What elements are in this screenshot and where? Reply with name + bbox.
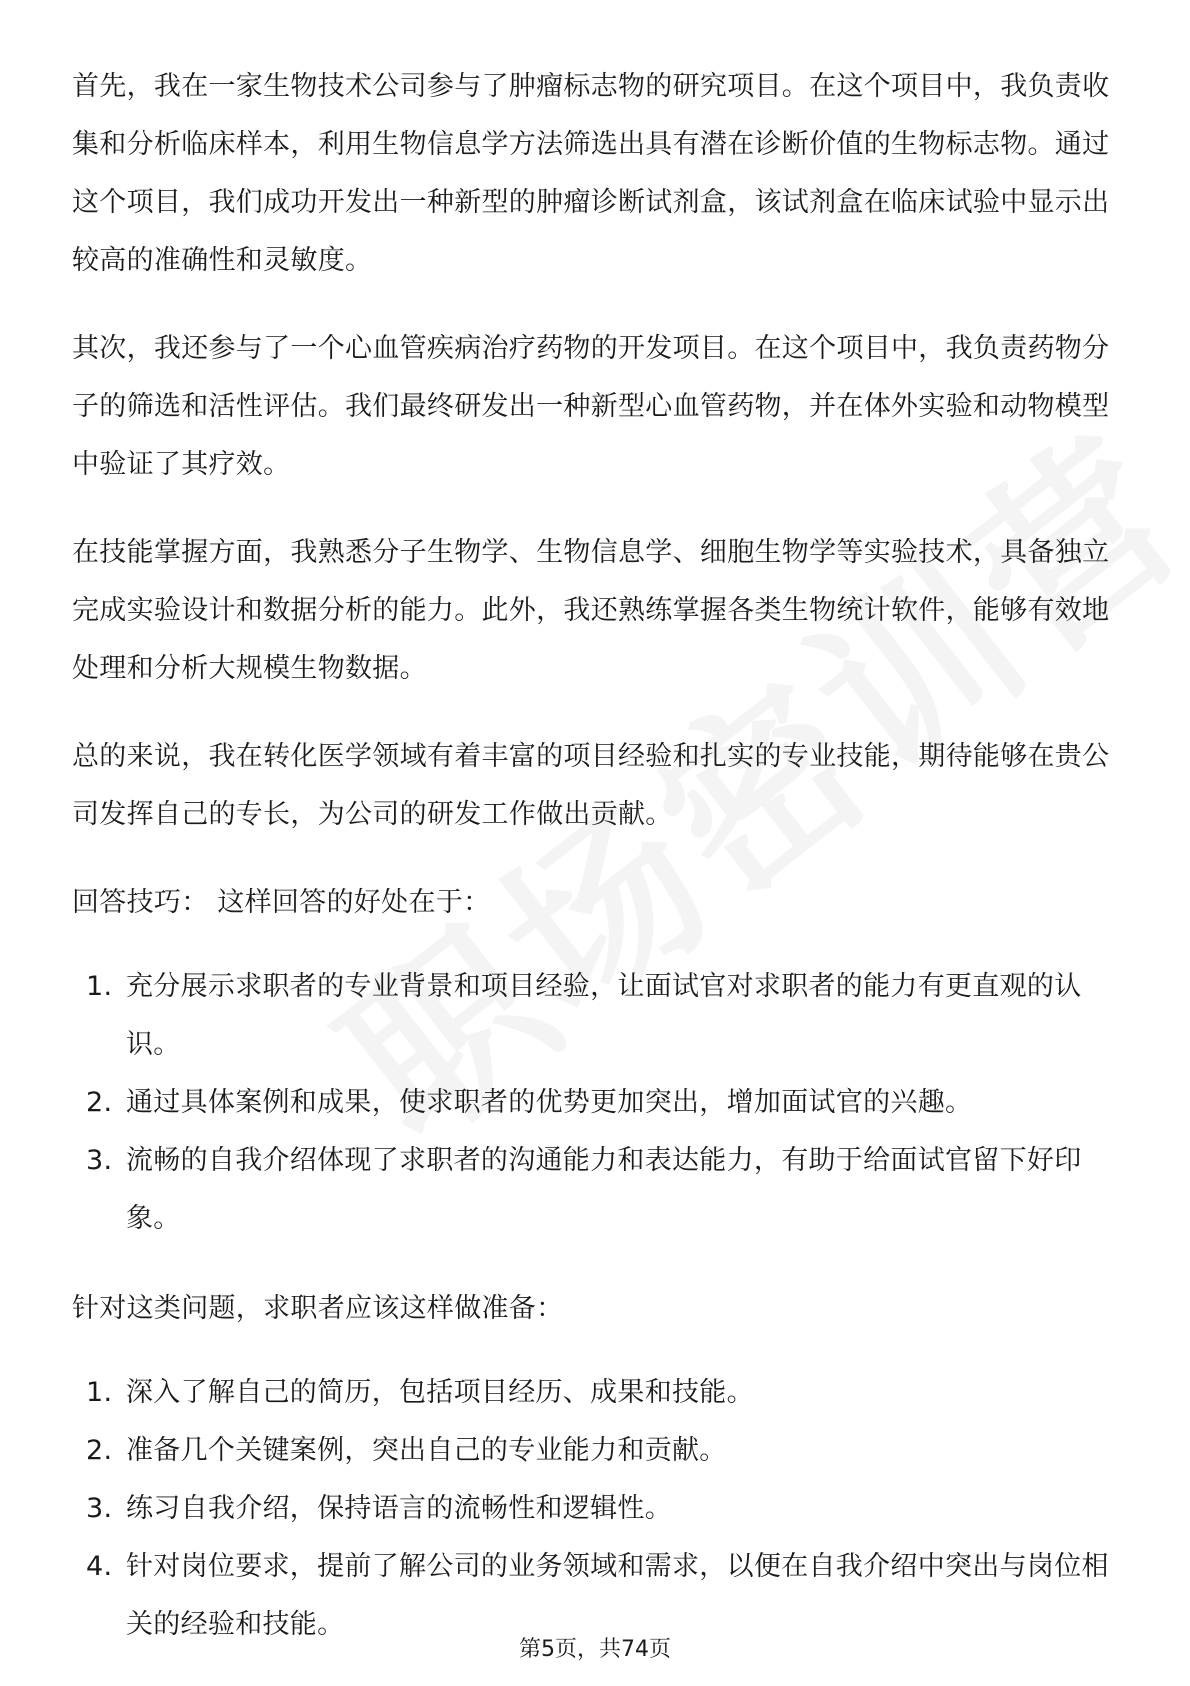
list-item-number: 1.: [86, 971, 113, 1002]
prep-heading: 针对这类问题，求职者应该这样做准备：: [72, 1293, 564, 1324]
list-item: [72, 1480, 1122, 1538]
prep-list: [72, 1364, 1122, 1654]
paragraph-3: 在技能掌握方面，我熟悉分子生物学、生物信息学、细胞生物学等实验技术，具备独立完成实验设计和数据分析的能力。此外，我还熟练掌握各类生物统计软件，能够有效地处理和分析大规模生物数据。: [72, 537, 1110, 684]
list-item-number: 2.: [86, 1087, 113, 1118]
list-item: [72, 1422, 1122, 1480]
list-item-number: 3.: [86, 1493, 113, 1524]
paragraph-4: 总的来说，我在转化医学领域有着丰富的项目经验和扎实的专业技能，期待能够在贵公司发挥自己的专长，为公司的研发工作做出贡献。: [72, 741, 1110, 830]
paragraph-1: 首先，我在一家生物技术公司参与了肿瘤标志物的研究项目。在这个项目中，我负责收集和分析临床样本，利用生物信息学方法筛选出具有潜在诊断价值的生物标志物。通过这个项目，我们成功开发出一种新型的肿瘤诊断试剂盒，该试剂盒在临床试验中显示出较高的准确性和灵敏度。: [72, 71, 1110, 276]
list-item: [72, 1074, 1122, 1132]
list-item-text: 针对岗位要求，提前了解公司的业务领域和需求，以便在自我介绍中突出与岗位相关的经验和技能。: [126, 1551, 1109, 1640]
list-item-text: 深入了解自己的简历，包括项目经历、成果和技能。: [126, 1377, 754, 1408]
list-item-number: 3.: [86, 1145, 113, 1176]
list-item: [72, 1364, 1122, 1422]
list-item-number: 4.: [86, 1551, 113, 1582]
list-item-text: 流畅的自我介绍体现了求职者的沟通能力和表达能力，有助于给面试官留下好印象。: [126, 1145, 1082, 1234]
tips-heading: 回答技巧： 这样回答的好处在于：: [72, 887, 491, 918]
tips-list: [72, 958, 1122, 1248]
list-item: [72, 1132, 1122, 1248]
list-item-text: 准备几个关键案例，突出自己的专业能力和贡献。: [126, 1435, 727, 1466]
page-content: [72, 58, 1122, 1686]
list-item-text: 充分展示求职者的专业背景和项目经验，让面试官对求职者的能力有更直观的认识。: [126, 971, 1082, 1060]
page-number: 第5页，共74页: [519, 1637, 671, 1662]
list-item-text: 通过具体案例和成果，使求职者的优势更加突出，增加面试官的兴趣。: [126, 1087, 973, 1118]
list-item: [72, 958, 1122, 1074]
list-item-text: 练习自我介绍，保持语言的流畅性和逻辑性。: [126, 1493, 672, 1524]
list-item-number: 1.: [86, 1377, 113, 1408]
paragraph-2: 其次，我还参与了一个心血管疾病治疗药物的开发项目。在这个项目中，我负责药物分子的筛选和活性评估。我们最终研发出一种新型心血管药物，并在体外实验和动物模型中验证了其疗效。: [72, 333, 1110, 480]
list-item-number: 2.: [86, 1435, 113, 1466]
